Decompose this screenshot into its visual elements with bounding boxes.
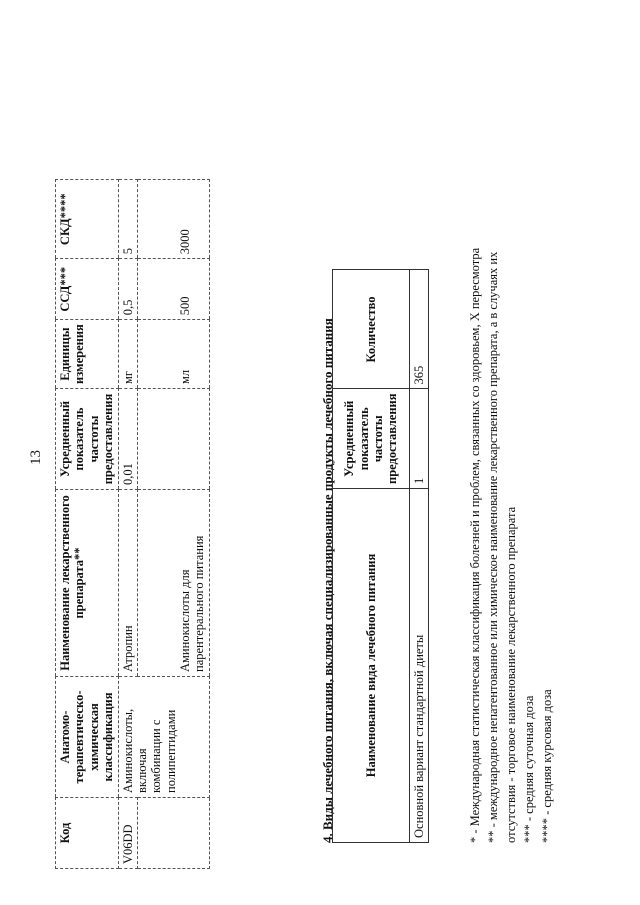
- nutrition-table: [332, 269, 429, 843]
- drug-table-header-row: [56, 180, 119, 869]
- cell-unit: мл: [137, 320, 209, 389]
- footnote: * - Международная статистическая классификация болезней и проблем, связанных со здоровьем, X пересмотра: [468, 247, 482, 843]
- page-number: 13: [28, 450, 44, 465]
- header-skd: СКД****: [56, 180, 119, 259]
- header-atc: Анатомо-терапевтическо-химическая классификация: [56, 677, 119, 798]
- cell-unit: мг: [118, 320, 137, 389]
- footnotes: [466, 63, 556, 843]
- header-code: Код: [56, 798, 119, 869]
- cell-frequency: [137, 389, 209, 490]
- drug-table: [55, 179, 210, 869]
- footnote: ** - международное непатентованное или химическое наименование лекарственного препарата, а в случаях их: [486, 251, 500, 843]
- cell-drug-name: Аминокислоты для парентерального питания: [137, 490, 209, 677]
- cell-atc: Аминокислоты, включая комбинации с полипептидами: [118, 677, 209, 798]
- table-row: [118, 180, 137, 869]
- table-row: [410, 270, 429, 843]
- header-quantity: Количество: [333, 270, 410, 389]
- nutrition-header-row: [333, 270, 410, 843]
- cell-diet-name: Основной вариант стандартной диеты: [410, 489, 429, 843]
- footnote: *** - средняя суточная доза: [522, 695, 536, 843]
- cell-code: [137, 798, 209, 869]
- header-frequency: Усредненный показатель частоты предоставления: [56, 389, 119, 490]
- cell-frequency: 1: [410, 389, 429, 489]
- header-ssd: ССД***: [56, 259, 119, 320]
- footnote: **** - средняя курсовая доза: [540, 689, 554, 843]
- cell-drug-name: Атропин: [118, 490, 137, 677]
- header-unit: Единицы измерения: [56, 320, 119, 389]
- cell-ssd: 0,5: [118, 259, 137, 320]
- footnote: отсутствия - торговое наименование лекарственного препарата: [504, 506, 518, 843]
- cell-skd: 3000: [137, 180, 209, 259]
- header-frequency: Усредненный показатель частоты предоставления: [333, 389, 410, 489]
- section-title: 4. Виды лечебного питания, включая специализированные продукты лечебного питания: [320, 318, 335, 843]
- cell-quantity: 365: [410, 270, 429, 389]
- cell-skd: 5: [118, 180, 137, 259]
- header-diet-name: Наименование вида лечебного питания: [333, 489, 410, 843]
- cell-code: V06DD: [118, 798, 137, 869]
- cell-ssd: 500: [137, 259, 209, 320]
- cell-frequency: 0,01: [118, 389, 137, 490]
- header-drug-name: Наименование лекарственного препарата**: [56, 490, 119, 677]
